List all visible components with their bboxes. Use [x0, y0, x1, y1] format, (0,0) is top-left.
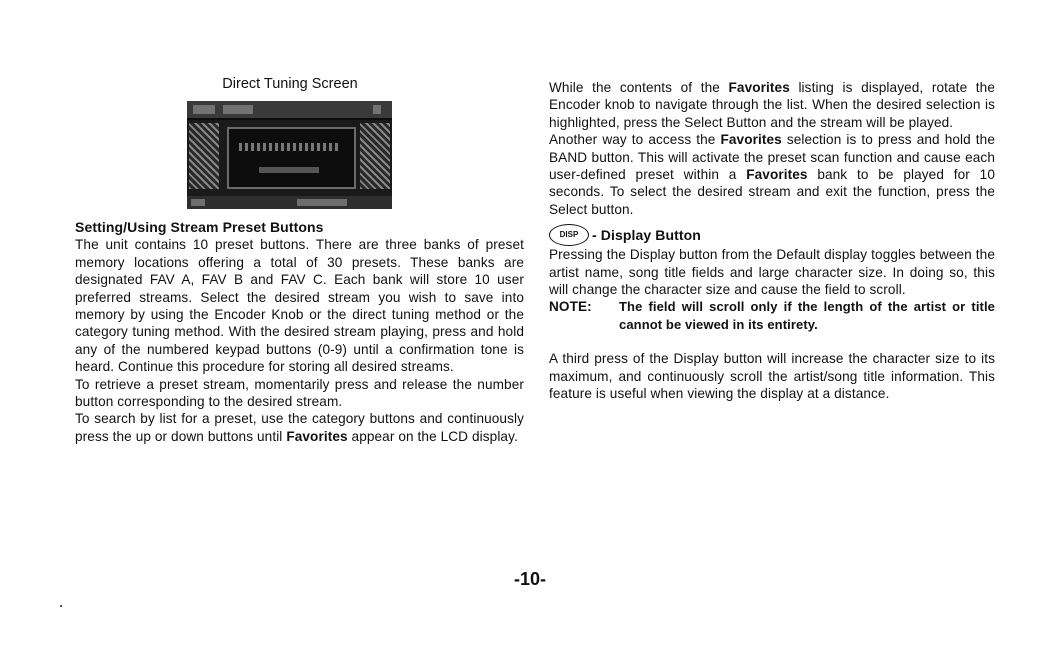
section-heading: Setting/Using Stream Preset Buttons: [75, 219, 324, 235]
lcd-top-bar: [187, 101, 392, 120]
figure-caption: Direct Tuning Screen: [222, 76, 358, 92]
right-paragraph-2-b: selection is to press and hold the BAND button. This will activate the preset scan function and cause each user-defined preset within a: [549, 132, 995, 183]
note-block: [549, 298, 995, 333]
right-paragraph-4: A third press of the Display button will increase the character size to its maximum, and continuously scroll the artist/song title information. This feature is useful when viewing the display at a distance.: [549, 351, 995, 402]
lcd-center-window: [227, 127, 356, 189]
favorites-term: Favorites: [728, 80, 790, 95]
right-paragraph-1: [549, 79, 995, 131]
left-paragraph-2: To retrieve a preset stream, momentarily press and release the number button corresponding to the desired stream.: [75, 376, 524, 410]
page-number: -10-: [513, 569, 546, 589]
left-paragraph-3-start: To search by list for a preset, use the category buttons and continuously press the up or down buttons until: [75, 411, 524, 444]
right-paragraph-2-a: Another way to access the: [549, 132, 721, 148]
left-paragraph-1: The unit contains 10 preset buttons. There are three banks of preset memory locations offering a total of 30 presets. These banks are designated FAV A, FAV B and FAV C. Each bank will store 10 user preferred streams. Select the desired stream you wish to save into memory by using the Encoder Knob or the direct tuning method or the category tuning method. With the desired stream playing, press and hold any of the numbered keypad buttons (0-9) until a confirmation tone is heard. Continue this procedure for storing all desired streams.: [75, 237, 524, 375]
left-column: [75, 219, 524, 445]
left-paragraph-3-end: appear on the LCD display.: [347, 428, 518, 444]
lcd-left-graphic: [189, 123, 219, 189]
direct-tuning-figure: [150, 75, 430, 209]
note-label: NOTE:: [549, 299, 592, 315]
left-paragraph-3: [75, 410, 524, 445]
lcd-screen-icon: [187, 101, 392, 209]
right-paragraph-2-c: bank to be played for 10 seconds. To select the desired stream and exit the function, press the Select button.: [549, 167, 996, 217]
display-button-title: - Display Button: [592, 226, 701, 243]
right-column: [549, 79, 995, 403]
disp-button-icon: DISP: [549, 224, 589, 246]
lcd-bottom-bar: [187, 196, 392, 209]
right-paragraph-2: [549, 131, 995, 218]
favorites-term: Favorites: [286, 428, 348, 444]
right-paragraph-1-b: listing is displayed, rotate the Encoder knob to navigate through the list. When the desired selection is highlighted, press the Select Button and the stream will be played.: [549, 80, 995, 130]
lcd-right-graphic: [360, 123, 390, 189]
display-button-heading: [549, 224, 995, 246]
favorites-term: Favorites: [720, 132, 782, 148]
favorites-term: Favorites: [746, 167, 808, 183]
right-paragraph-3: Pressing the Display button from the Default display toggles between the artist name, song title fields and large character size. In doing so, this will change the character size and cause the field to scroll.: [549, 247, 995, 298]
scan-speck: [60, 605, 62, 607]
note-text: The field will scroll only if the length of the artist or title cannot be viewed in its entirety.: [619, 299, 995, 332]
right-paragraph-1-a: While the contents of the: [549, 80, 729, 95]
